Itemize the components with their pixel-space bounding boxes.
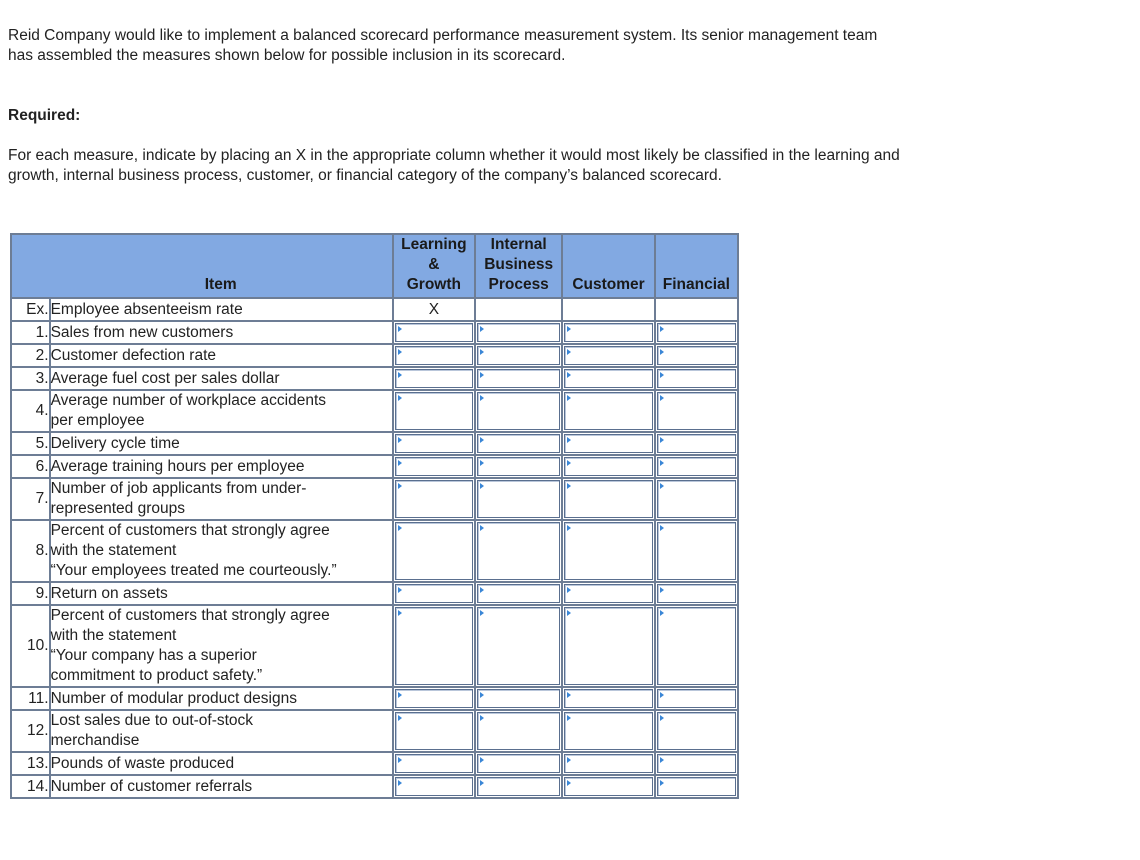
internal-business-answer-input[interactable]	[477, 584, 560, 603]
internal-business-answer-input[interactable]	[477, 480, 560, 518]
dropdown-marker-icon	[480, 525, 484, 531]
row-number: 11.	[11, 687, 50, 710]
learning-growth-answer-input[interactable]	[395, 607, 473, 685]
internal-business-answer-cell	[475, 321, 562, 344]
row-number: 12.	[11, 710, 50, 752]
measure-text-line: “Your company has a superior	[50, 647, 257, 664]
example-item: Employee absenteeism rate	[50, 298, 393, 321]
measure-text-line: Number of customer referrals	[50, 777, 253, 795]
table-row	[11, 390, 738, 432]
dropdown-marker-icon	[660, 483, 664, 489]
internal-business-answer-cell	[475, 390, 562, 432]
customer-answer-cell	[562, 455, 654, 478]
customer-answer-cell	[562, 775, 654, 798]
financial-answer-cell	[655, 344, 738, 367]
dropdown-marker-icon	[567, 395, 571, 401]
required-label: Required:	[8, 107, 81, 124]
internal-business-answer-cell	[475, 478, 562, 520]
learning-growth-answer-cell	[393, 432, 475, 455]
dropdown-marker-icon	[398, 437, 402, 443]
measure-text-line: Number of modular product designs	[50, 689, 297, 707]
dropdown-marker-icon	[480, 372, 484, 378]
learning-growth-answer-cell	[393, 344, 475, 367]
dropdown-marker-icon	[398, 587, 402, 593]
row-number: 1.	[11, 321, 50, 344]
dropdown-marker-icon	[398, 780, 402, 786]
row-number: 10.	[11, 605, 50, 687]
financial-answer-input[interactable]	[657, 777, 736, 796]
customer-answer-input[interactable]	[564, 522, 652, 580]
dropdown-marker-icon	[480, 610, 484, 616]
learning-growth-answer-input[interactable]	[395, 777, 473, 796]
dropdown-marker-icon	[480, 437, 484, 443]
dropdown-marker-icon	[480, 757, 484, 763]
measure-item	[50, 344, 393, 367]
financial-answer-cell	[655, 710, 738, 752]
example-number: Ex.	[11, 298, 50, 321]
dropdown-marker-icon	[567, 460, 571, 466]
financial-answer-cell	[655, 520, 738, 582]
example-row	[11, 298, 738, 321]
dropdown-marker-icon	[567, 326, 571, 332]
dropdown-marker-icon	[660, 587, 664, 593]
learning-growth-answer-cell	[393, 478, 475, 520]
learning-growth-answer-cell	[393, 582, 475, 605]
measure-text-line: per employee	[50, 412, 145, 429]
number-column-header	[11, 234, 50, 298]
learning-growth-answer-input[interactable]	[395, 480, 473, 518]
measure-item	[50, 390, 393, 432]
dropdown-marker-icon	[660, 349, 664, 355]
dropdown-marker-icon	[567, 349, 571, 355]
financial-answer-input[interactable]	[657, 457, 736, 476]
learning-growth-answer-input[interactable]	[395, 346, 473, 365]
learning-growth-answer-input[interactable]	[395, 689, 473, 708]
dropdown-marker-icon	[480, 460, 484, 466]
dropdown-marker-icon	[660, 715, 664, 721]
learning-growth-answer-cell	[393, 752, 475, 775]
dropdown-marker-icon	[398, 692, 402, 698]
financial-answer-input[interactable]	[657, 346, 736, 365]
learning-growth-answer-input[interactable]	[395, 457, 473, 476]
learning-growth-answer-input[interactable]	[395, 584, 473, 603]
table-row	[11, 752, 738, 775]
customer-answer-cell	[562, 321, 654, 344]
table-row	[11, 367, 738, 390]
dropdown-marker-icon	[480, 349, 484, 355]
financial-answer-cell	[655, 582, 738, 605]
learning-growth-answer-cell	[393, 710, 475, 752]
internal-business-column-header: Internal Business Process	[475, 234, 562, 298]
dropdown-marker-icon	[660, 326, 664, 332]
dropdown-marker-icon	[480, 483, 484, 489]
financial-answer-input[interactable]	[657, 689, 736, 708]
dropdown-marker-icon	[398, 610, 402, 616]
measure-text-line: Return on assets	[50, 584, 168, 602]
dropdown-marker-icon	[567, 372, 571, 378]
measure-item	[50, 321, 393, 344]
financial-answer-cell	[655, 605, 738, 687]
measure-item	[50, 367, 393, 390]
row-number: 3.	[11, 367, 50, 390]
dropdown-marker-icon	[480, 780, 484, 786]
financial-answer-input[interactable]	[657, 754, 736, 773]
customer-answer-input[interactable]	[564, 369, 652, 388]
example-empty-cell	[562, 298, 654, 321]
customer-answer-input[interactable]	[564, 346, 652, 365]
row-number: 8.	[11, 520, 50, 582]
internal-business-answer-input[interactable]	[477, 457, 560, 476]
learning-growth-answer-input[interactable]	[395, 434, 473, 453]
financial-answer-cell	[655, 390, 738, 432]
measure-text-line: Pounds of waste produced	[50, 754, 235, 772]
dropdown-marker-icon	[567, 437, 571, 443]
learning-growth-answer-input[interactable]	[395, 369, 473, 388]
dropdown-marker-icon	[398, 349, 402, 355]
measure-text-line: Percent of customers that strongly agree	[50, 607, 330, 624]
internal-business-answer-input[interactable]	[477, 607, 560, 685]
table-row	[11, 478, 738, 520]
dropdown-marker-icon	[567, 780, 571, 786]
row-number: 9.	[11, 582, 50, 605]
learning-growth-answer-cell	[393, 605, 475, 687]
internal-business-answer-cell	[475, 520, 562, 582]
customer-answer-input[interactable]	[564, 392, 652, 430]
dropdown-marker-icon	[660, 372, 664, 378]
dropdown-marker-icon	[398, 525, 402, 531]
customer-answer-input[interactable]	[564, 480, 652, 518]
measure-text-line: with the statement	[50, 542, 177, 559]
scorecard-table	[10, 233, 739, 799]
financial-answer-input[interactable]	[657, 480, 736, 518]
internal-business-answer-input[interactable]	[477, 323, 560, 342]
dropdown-marker-icon	[660, 525, 664, 531]
measure-text-line: represented groups	[50, 500, 185, 517]
dropdown-marker-icon	[660, 395, 664, 401]
dropdown-marker-icon	[660, 780, 664, 786]
dropdown-marker-icon	[398, 460, 402, 466]
financial-answer-cell	[655, 752, 738, 775]
instructions-paragraph: For each measure, indicate by placing an X in the appropriate column whether it would most likely be classified in the learning and growth, internal business process, customer, or financial category of the company’s balanced scorecard.	[8, 147, 900, 184]
customer-answer-cell	[562, 710, 654, 752]
dropdown-marker-icon	[567, 525, 571, 531]
row-number: 2.	[11, 344, 50, 367]
customer-answer-input[interactable]	[564, 607, 652, 685]
financial-answer-input[interactable]	[657, 369, 736, 388]
financial-answer-input[interactable]	[657, 522, 736, 580]
measure-text-line: Sales from new customers	[50, 323, 234, 341]
example-empty-cell	[655, 298, 738, 321]
table-row	[11, 432, 738, 455]
internal-business-answer-input[interactable]	[477, 689, 560, 708]
dropdown-marker-icon	[480, 692, 484, 698]
dropdown-marker-icon	[660, 460, 664, 466]
customer-answer-input[interactable]	[564, 434, 652, 453]
measure-text-line: Average fuel cost per sales dollar	[50, 369, 280, 387]
dropdown-marker-icon	[567, 715, 571, 721]
table-row	[11, 710, 738, 752]
measure-text-line: merchandise	[50, 732, 140, 749]
financial-answer-cell	[655, 432, 738, 455]
row-number: 13.	[11, 752, 50, 775]
measure-item	[50, 478, 393, 520]
customer-answer-cell	[562, 752, 654, 775]
internal-business-answer-cell	[475, 605, 562, 687]
table-row	[11, 775, 738, 798]
measure-text-line: Percent of customers that strongly agree	[50, 522, 330, 539]
internal-business-answer-input[interactable]	[477, 392, 560, 430]
internal-business-answer-cell	[475, 710, 562, 752]
internal-business-answer-input[interactable]	[477, 712, 560, 750]
measure-item	[50, 432, 393, 455]
row-number: 6.	[11, 455, 50, 478]
financial-answer-cell	[655, 478, 738, 520]
customer-answer-cell	[562, 390, 654, 432]
customer-answer-cell	[562, 367, 654, 390]
row-number: 5.	[11, 432, 50, 455]
item-column-header: Item	[50, 234, 393, 298]
dropdown-marker-icon	[480, 395, 484, 401]
learning-growth-answer-input[interactable]	[395, 754, 473, 773]
dropdown-marker-icon	[398, 326, 402, 332]
internal-business-answer-cell	[475, 455, 562, 478]
customer-answer-input[interactable]	[564, 754, 652, 773]
dropdown-marker-icon	[567, 757, 571, 763]
learning-growth-answer-input[interactable]	[395, 522, 473, 580]
measure-text-line: Delivery cycle time	[50, 434, 180, 452]
internal-business-answer-input[interactable]	[477, 369, 560, 388]
financial-answer-input[interactable]	[657, 712, 736, 750]
learning-growth-answer-cell	[393, 520, 475, 582]
dropdown-marker-icon	[567, 587, 571, 593]
internal-business-answer-cell	[475, 367, 562, 390]
learning-growth-column-header: Learning & Growth	[393, 234, 475, 298]
customer-answer-cell	[562, 520, 654, 582]
learning-growth-answer-cell	[393, 367, 475, 390]
customer-answer-input[interactable]	[564, 584, 652, 603]
intro-paragraph: Reid Company would like to implement a balanced scorecard performance measurement system. Its senior management team has assembled the measures shown below for possible inclusion in its scorecard.	[8, 27, 878, 64]
customer-answer-cell	[562, 687, 654, 710]
measure-text-line: Customer defection rate	[50, 346, 216, 364]
table-row	[11, 455, 738, 478]
measure-item	[50, 582, 393, 605]
learning-growth-answer-input[interactable]	[395, 712, 473, 750]
measure-item	[50, 752, 393, 775]
financial-answer-cell	[655, 775, 738, 798]
financial-answer-cell	[655, 321, 738, 344]
learning-growth-answer-cell	[393, 455, 475, 478]
measure-text-line: Average number of workplace accidents	[50, 392, 326, 409]
internal-business-answer-cell	[475, 344, 562, 367]
customer-answer-input[interactable]	[564, 323, 652, 342]
dropdown-marker-icon	[398, 372, 402, 378]
table-row	[11, 520, 738, 582]
internal-business-answer-input[interactable]	[477, 434, 560, 453]
customer-answer-cell	[562, 605, 654, 687]
learning-growth-answer-input[interactable]	[395, 323, 473, 342]
internal-business-answer-cell	[475, 775, 562, 798]
learning-growth-answer-cell	[393, 321, 475, 344]
dropdown-marker-icon	[660, 610, 664, 616]
financial-column-header: Financial	[655, 234, 738, 298]
measure-text-line: commitment to product safety.”	[50, 667, 263, 684]
internal-business-answer-input[interactable]	[477, 754, 560, 773]
dropdown-marker-icon	[398, 395, 402, 401]
measure-item	[50, 455, 393, 478]
learning-growth-answer-cell	[393, 775, 475, 798]
table-row	[11, 582, 738, 605]
internal-business-answer-cell	[475, 582, 562, 605]
financial-answer-input[interactable]	[657, 434, 736, 453]
row-number: 7.	[11, 478, 50, 520]
internal-business-answer-input[interactable]	[477, 522, 560, 580]
financial-answer-input[interactable]	[657, 392, 736, 430]
dropdown-marker-icon	[398, 483, 402, 489]
measure-text-line: Number of job applicants from under-	[50, 480, 307, 497]
dropdown-marker-icon	[398, 757, 402, 763]
dropdown-marker-icon	[567, 692, 571, 698]
customer-answer-cell	[562, 432, 654, 455]
internal-business-answer-input[interactable]	[477, 777, 560, 796]
table-row	[11, 687, 738, 710]
row-number: 4.	[11, 390, 50, 432]
dropdown-marker-icon	[480, 715, 484, 721]
customer-answer-input[interactable]	[564, 689, 652, 708]
dropdown-marker-icon	[480, 326, 484, 332]
table-header-row	[11, 234, 738, 298]
customer-answer-input[interactable]	[564, 712, 652, 750]
internal-business-answer-cell	[475, 432, 562, 455]
financial-answer-input[interactable]	[657, 323, 736, 342]
dropdown-marker-icon	[660, 757, 664, 763]
financial-answer-cell	[655, 367, 738, 390]
table-row	[11, 605, 738, 687]
learning-growth-answer-input[interactable]	[395, 392, 473, 430]
measure-item	[50, 520, 393, 582]
measure-text-line: Average training hours per employee	[50, 457, 305, 475]
internal-business-answer-cell	[475, 687, 562, 710]
internal-business-answer-input[interactable]	[477, 346, 560, 365]
measure-item	[50, 775, 393, 798]
learning-growth-answer-cell	[393, 390, 475, 432]
measure-text-line: Lost sales due to out-of-stock	[50, 712, 254, 729]
dropdown-marker-icon	[480, 587, 484, 593]
financial-answer-input[interactable]	[657, 584, 736, 603]
dropdown-marker-icon	[660, 437, 664, 443]
table-row	[11, 321, 738, 344]
customer-answer-input[interactable]	[564, 457, 652, 476]
financial-answer-cell	[655, 687, 738, 710]
measure-text-line: with the statement	[50, 627, 177, 644]
learning-growth-answer-cell	[393, 687, 475, 710]
customer-column-header: Customer	[562, 234, 654, 298]
dropdown-marker-icon	[567, 483, 571, 489]
measure-item	[50, 605, 393, 687]
example-empty-cell	[475, 298, 562, 321]
measure-item	[50, 687, 393, 710]
dropdown-marker-icon	[660, 692, 664, 698]
scorecard-table-viewport	[10, 233, 740, 795]
customer-answer-cell	[562, 478, 654, 520]
customer-answer-input[interactable]	[564, 777, 652, 796]
customer-answer-cell	[562, 582, 654, 605]
dropdown-marker-icon	[398, 715, 402, 721]
row-number: 14.	[11, 775, 50, 798]
financial-answer-cell	[655, 455, 738, 478]
customer-answer-cell	[562, 344, 654, 367]
table-row	[11, 344, 738, 367]
dropdown-marker-icon	[567, 610, 571, 616]
measure-text-line: “Your employees treated me courteously.”	[50, 562, 337, 579]
example-mark: X	[393, 298, 475, 321]
financial-answer-input[interactable]	[657, 607, 736, 685]
internal-business-answer-cell	[475, 752, 562, 775]
measure-item	[50, 710, 393, 752]
